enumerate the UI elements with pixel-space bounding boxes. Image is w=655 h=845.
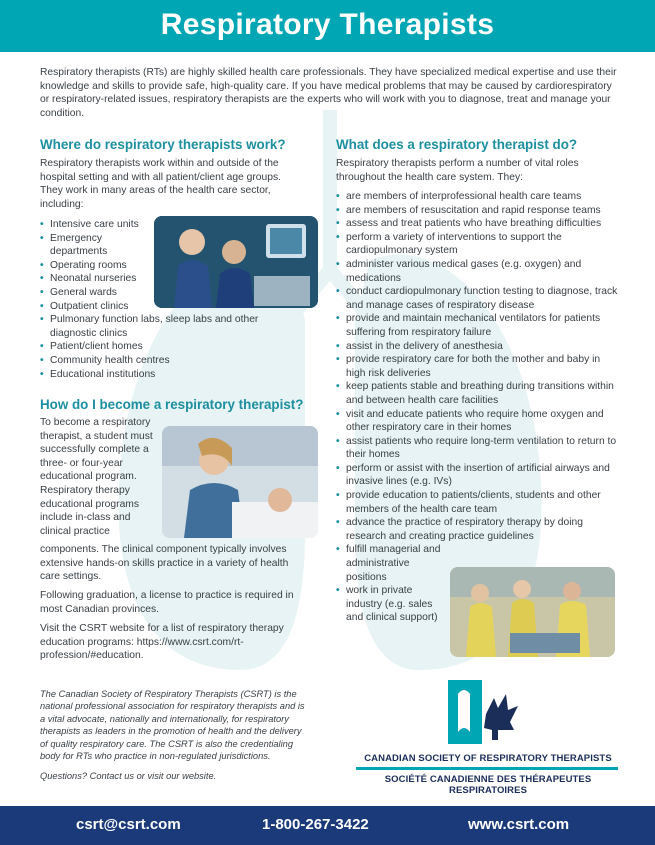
list-item: • Educational institutions [40, 368, 290, 382]
list-item: • Patient/client homes [40, 340, 290, 354]
list-item: • administer various medical gases (e.g. oxygen) and medications [336, 258, 621, 285]
title-banner [0, 0, 655, 52]
list-item: • provide education to patients/clients, students and other members of the health care team [336, 489, 621, 516]
intro-paragraph: Respiratory therapists (RTs) are highly skilled health care professionals. They have specialized medical expertise and use their knowledge and skills to provide safe, high-quality care. If you have medical problems that may be caused by cardiorespiratory or respiratory-related issues, respiratory therapists are the experts who will work with you to diagnose, treat and manage your condition. [40, 67, 617, 119]
list-item: • Pulmonary function labs, sleep labs and other diagnostic clinics [40, 313, 290, 340]
how-paragraph-1a: To become a respiratory therapist, a student must successfully complete a three- or four-year educational program. Respiratory therapy educational programs include in-class and clinical practice [40, 417, 153, 537]
list-item: • Community health centres [40, 354, 290, 368]
list-item: • provide respiratory care for both the mother and baby in high risk deliveries [336, 353, 621, 380]
list-item: • conduct cardiopulmonary function testing to diagnose, track and manage cases of respiratory disease [336, 285, 621, 312]
list-item: • Outpatient clinics [40, 300, 290, 314]
what-heading: What does a respiratory therapist do? [336, 137, 578, 152]
list-item: • Intensive care units [40, 218, 290, 232]
where-heading: Where do respiratory therapists work? [40, 137, 286, 152]
how-heading: How do I become a respiratory therapist? [40, 397, 304, 412]
list-item: • keep patients stable and breathing during transitions within and between health care facilities [336, 380, 621, 407]
list-item: • Operating rooms [40, 259, 290, 273]
photo-team-in-hallway [450, 567, 615, 657]
photo-therapists-at-monitor [154, 216, 318, 308]
where-intro: Respiratory therapists work within and outside of the hospital setting and with all patient/client age groups. They work in many areas of the health care sector, including: [40, 158, 281, 210]
how-paragraph-2: Following graduation, a license to practice is required in most Canadian provinces. [40, 590, 294, 615]
list-item: • assess and treat patients who have breathing difficulties [336, 217, 621, 231]
org-name-french: SOCIÉTÉ CANADIENNE DES THÉRAPEUTES RESPIRATOIRES [384, 774, 592, 796]
photo-therapist-with-patient [162, 426, 318, 538]
list-item: • provide and maintain mechanical ventilators for patients suffering from respiratory failure [336, 312, 621, 339]
footer-bar [0, 806, 655, 845]
footer-email-link[interactable]: csrt@csrt.com [76, 816, 181, 833]
about-csrt [40, 688, 310, 783]
list-item: • General wards [40, 286, 290, 300]
footer-website-link[interactable]: www.csrt.com [468, 816, 570, 833]
list-item: • perform or assist with the insertion of artificial airways and invasive lines (e.g. IVs) [336, 462, 621, 489]
list-item: • perform a variety of interventions to support the cardiopulmonary system [336, 231, 621, 258]
list-item: • are members of interprofessional health care teams [336, 190, 621, 204]
list-item: • visit and educate patients who require home oxygen and other respiratory care in their homes [336, 408, 621, 435]
questions-text: Questions? Contact us or visit our website. [40, 771, 217, 782]
about-text: The Canadian Society of Respiratory Therapists (CSRT) is the national professional association for respiratory therapists and is a vital advocate, nationally and internationally, for respiratory therapists as leaders in the promotion of health and the delivery of quality respiratory care. The CSRT is also the credentialing body for RTs who practice in non-regulated jurisdictions. [40, 689, 305, 762]
list-item: • Neonatal nurseries [40, 272, 290, 286]
what-list [336, 190, 621, 625]
list-item: • assist in the delivery of anesthesia [336, 340, 621, 354]
list-item: • assist patients who require long-term ventilation to return to their homes [336, 435, 621, 462]
footer-phone[interactable]: 1-800-267-3422 [262, 816, 369, 833]
how-paragraph-3: Visit the CSRT website for a list of respiratory therapy education programs: https://www.csrt.com/rt-profession/#education. [40, 623, 284, 662]
what-intro: Respiratory therapists perform a number of vital roles throughout the health care system. They: [336, 158, 579, 183]
how-paragraph-1b: components. The clinical component typically involves extensive hands-on skills practice in a variety of health care settings. [40, 544, 289, 583]
list-item: • advance the practice of respiratory therapy by doing research and creating practice guidelines [336, 516, 621, 543]
csrt-logo-icon [448, 680, 518, 744]
org-name-english: CANADIAN SOCIETY OF RESPIRATORY THERAPISTS [364, 753, 612, 764]
list-item: • Emergency departments [40, 232, 140, 259]
list-item: • are members of resuscitation and rapid response teams [336, 204, 621, 218]
list-item: • fulfill managerial and administrative positions [336, 543, 448, 584]
page-title: Respiratory Therapists [160, 8, 495, 41]
list-item: • work in private industry (e.g. sales and clinical support) [336, 584, 448, 625]
org-divider [356, 767, 618, 770]
